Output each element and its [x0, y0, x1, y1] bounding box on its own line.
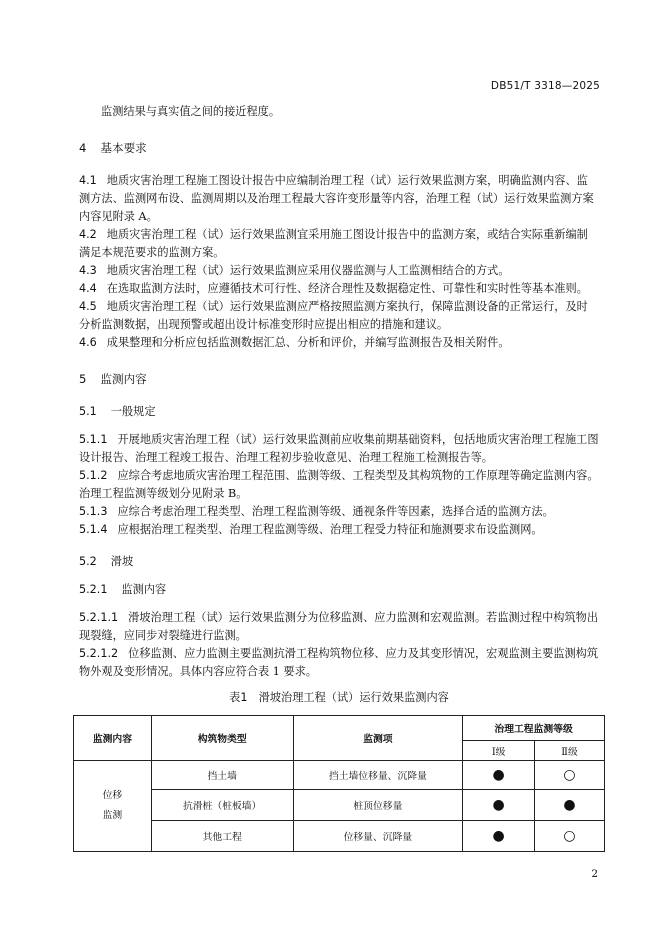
section-number: 5.1 — [79, 405, 97, 418]
cell-level-2: ● — [535, 790, 605, 821]
clause-text: 地质灾害治理工程（试）运行效果监测应严格按照监测方案执行，保障监测设备的正常运行，及时分析监测数据，出现预警或超出设计标准变形时应提出相应的措施和建议。 — [79, 300, 588, 331]
cell-structure: 其他工程 — [151, 821, 293, 852]
section-title: 监测内容 — [121, 583, 167, 596]
clause-number: 4.1 — [79, 174, 97, 187]
clause-text: 成果整理和分析应包括监测数据汇总、分析和评价，并编写监测报告及相关附件。 — [106, 336, 510, 349]
clause-4-2 — [79, 226, 599, 262]
group-label-line: 位移 — [102, 790, 123, 801]
cell-level-2: ○ — [535, 821, 605, 852]
page-number: 2 — [591, 868, 598, 880]
clause-number: 5.2.1.1 — [79, 611, 119, 624]
clause-5-1-3 — [79, 503, 599, 521]
clause-number: 5.1.1 — [79, 433, 108, 446]
group-label-line: 监测 — [102, 810, 123, 821]
continuation-text: 监测结果与真实值之间的接近程度。 — [101, 105, 281, 118]
clause-4-3 — [79, 262, 599, 280]
cell-level-1: ● — [463, 821, 535, 852]
clause-5-2-1-2 — [79, 645, 599, 681]
cell-item: 挡土墙位移量、沉降量 — [293, 761, 463, 790]
clause-4-6 — [79, 334, 599, 352]
clause-number: 5.1.3 — [79, 505, 108, 518]
header-monitoring-level: 治理工程监测等级 — [463, 716, 605, 741]
clause-text: 应根据治理工程类型、治理工程监测等级、治理工程受力特征和施测要求布设监测网。 — [117, 523, 543, 536]
table-row — [74, 761, 605, 790]
clause-5-2-1-1 — [79, 609, 599, 645]
clause-5-1-1 — [79, 431, 599, 467]
table-row — [74, 790, 605, 821]
document-code: DB51/T 3318—2025 — [490, 80, 600, 92]
section-title: 监测内容 — [100, 372, 147, 386]
cell-level-1: ● — [463, 790, 535, 821]
clause-text: 在选取监测方法时，应遵循技术可行性、经济合理性及数据稳定性、可靠性和实时性等基本准则。 — [106, 282, 588, 295]
clause-number: 4.2 — [79, 228, 97, 241]
clause-number: 4.3 — [79, 264, 97, 277]
clause-number: 5.1.4 — [79, 523, 108, 536]
cell-level-2: ○ — [535, 761, 605, 790]
page-content — [79, 103, 599, 852]
section-title: 一般规定 — [110, 405, 156, 418]
clause-text: 地质灾害治理工程施工图设计报告中应编制治理工程（试）运行效果监测方案，明确监测内容、监测方法、监测网布设、监测周期以及治理工程最大容许变形量等内容，治理工程（试）运行效果监测方案内容见附录 A。 — [79, 174, 594, 223]
section-number: 4 — [79, 141, 87, 155]
clause-4-5 — [79, 298, 599, 334]
cell-level-1: ● — [463, 761, 535, 790]
clause-number: 4.6 — [79, 336, 97, 349]
section-number: 5.2 — [79, 555, 97, 568]
section-title: 基本要求 — [100, 141, 147, 155]
clause-text: 应综合考虑治理工程类型、治理工程监测等级、通视条件等因素，选择合适的监测方法。 — [117, 505, 554, 518]
clause-text: 应综合考虑地质灾害治理工程范围、监测等级、工程类型及其构筑物的工作原理等确定监测内容。治理工程监测等级划分见附录 B。 — [79, 469, 599, 500]
clause-number: 4.5 — [79, 300, 97, 313]
clause-text: 位移监测、应力监测主要监测抗滑工程构筑物位移、应力及其变形情况，宏观监测主要监测构筑物外观及变形情况。具体内容应符合表 1 要求。 — [79, 647, 599, 678]
cell-structure: 挡土墙 — [151, 761, 293, 790]
cell-item: 桩顶位移量 — [293, 790, 463, 821]
clause-number: 5.2.1.2 — [79, 647, 119, 660]
clause-text: 地质灾害治理工程（试）运行效果监测应采用仪器监测与人工监测相结合的方式。 — [106, 264, 510, 277]
section-5-1-heading — [79, 403, 599, 421]
header-monitoring-item: 监测项 — [293, 716, 463, 761]
cell-structure: 抗滑桩（桩板墙） — [151, 790, 293, 821]
section-title: 滑坡 — [110, 555, 134, 568]
monitoring-content-table — [73, 715, 605, 852]
clause-text: 地质灾害治理工程（试）运行效果监测宜采用施工图设计报告中的监测方案，或结合实际重新编制满足本规范要求的监测方案。 — [79, 228, 588, 259]
header-level-2: Ⅱ级 — [535, 741, 605, 761]
header-monitoring-content: 监测内容 — [74, 716, 152, 761]
header-level-1: Ⅰ级 — [463, 741, 535, 761]
table-row — [74, 821, 605, 852]
section-4-heading — [79, 139, 599, 157]
group-label-displacement-monitoring — [74, 761, 152, 852]
section-5-2-heading — [79, 553, 599, 571]
section-5-2-1-heading — [79, 581, 599, 599]
clause-number: 4.4 — [79, 282, 97, 295]
clause-number: 5.1.2 — [79, 469, 108, 482]
cell-item: 位移量、沉降量 — [293, 821, 463, 852]
table-caption: 表1 滑坡治理工程（试）运行效果监测内容 — [229, 691, 449, 704]
clause-4-4 — [79, 280, 599, 298]
clause-5-1-4 — [79, 521, 599, 539]
clause-5-1-2 — [79, 467, 599, 503]
clause-text: 开展地质灾害治理工程（试）运行效果监测前应收集前期基础资料，包括地质灾害治理工程施工图设计报告、治理工程竣工报告、治理工程初步验收意见、治理工程施工检测报告等。 — [79, 433, 599, 464]
clause-4-1 — [79, 172, 599, 226]
section-number: 5 — [79, 372, 87, 386]
section-5-heading — [79, 370, 599, 388]
header-structure-type: 构筑物类型 — [151, 716, 293, 761]
section-number: 5.2.1 — [79, 583, 108, 596]
clause-text: 滑坡治理工程（试）运行效果监测分为位移监测、应力监测和宏观监测。若监测过程中构筑物出现裂缝，应同步对裂缝进行监测。 — [79, 611, 599, 642]
